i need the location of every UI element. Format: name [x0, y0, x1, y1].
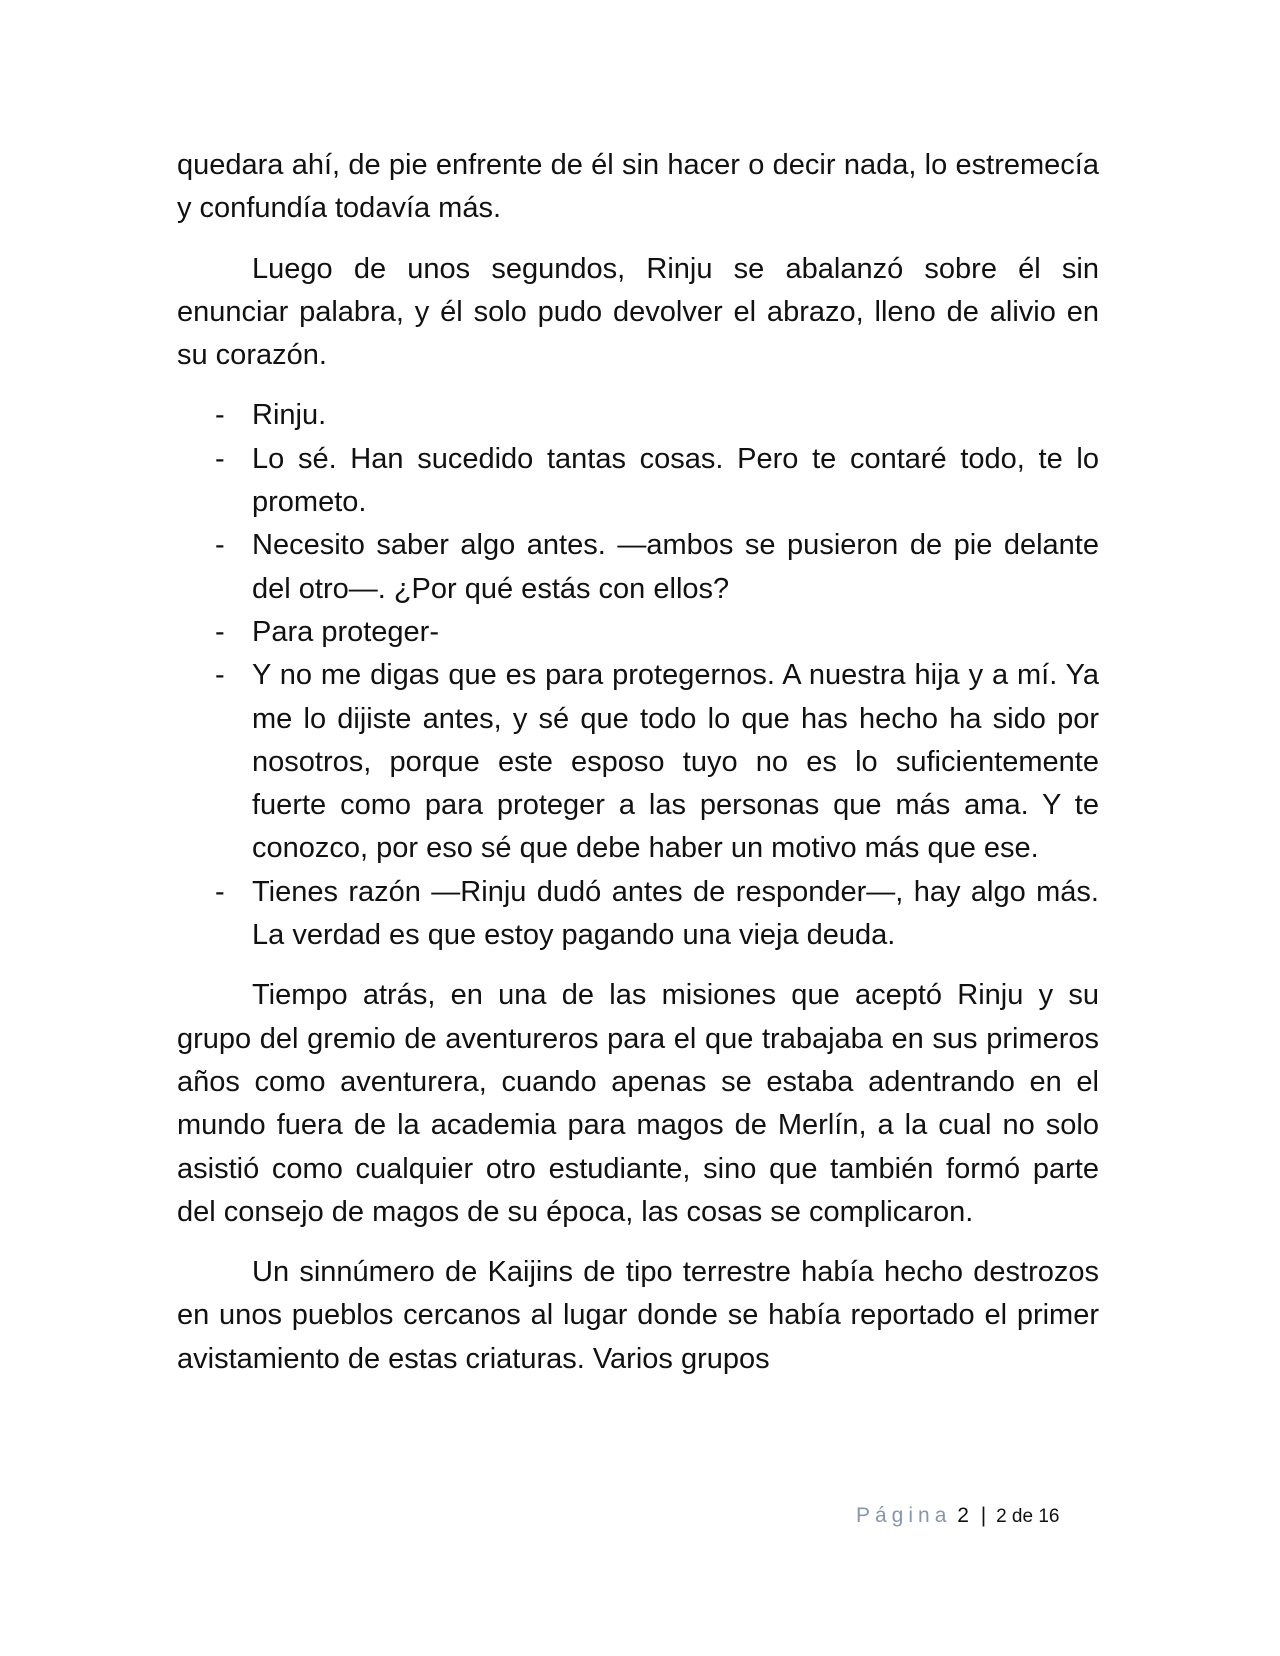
- dialogue-dash: -: [215, 659, 225, 692]
- dialogue-dash: -: [215, 529, 225, 562]
- paragraph: Luego de unos segundos, Rinju se abalanzó sobre él sin enunciar palabra, y él solo pudo devolver el abrazo, lleno de alivio en su corazón.: [177, 252, 1099, 372]
- dialogue-dash: -: [215, 399, 225, 432]
- dialogue-text: Lo sé. Han sucedido tantas cosas. Pero te contaré todo, te lo prometo.: [252, 442, 1099, 519]
- dialogue-line: [177, 394, 1099, 437]
- dialogue-list: [177, 394, 1099, 957]
- dialogue-text: Rinju.: [252, 399, 327, 432]
- dialogue-line: [177, 611, 1099, 654]
- page-body: [177, 144, 1099, 1381]
- dialogue-dash: -: [215, 442, 225, 475]
- footer-separator: |: [980, 1504, 987, 1527]
- paragraph-continuation: quedara ahí, de pie enfrente de él sin hacer o decir nada, lo estremecía y confundía todavía más.: [177, 149, 1099, 225]
- dialogue-text: Necesito saber algo antes. —ambos se pusieron de pie delante del otro—. ¿Por qué estás con ellos?: [252, 529, 1099, 605]
- dialogue-text: Tienes razón —Rinju dudó antes de responder—, hay algo más. La verdad es que estoy pagando una vieja deuda.: [252, 875, 1099, 952]
- dialogue-line: [177, 524, 1099, 611]
- page-footer: [856, 1502, 1059, 1531]
- dialogue-dash: -: [215, 615, 225, 648]
- dialogue-text: Para proteger-: [252, 615, 439, 648]
- paragraph: Un sinnúmero de Kaijins de tipo terrestre había hecho destrozos en unos pueblos cercanos al lugar donde se había reportado el primer avistamiento de estas criaturas. Varios grupos: [177, 1256, 1099, 1375]
- page-number: 2: [957, 1504, 969, 1527]
- page-of-total: 2 de 16: [996, 1506, 1060, 1527]
- dialogue-line: [177, 438, 1099, 525]
- page-label: Página: [856, 1504, 952, 1527]
- dialogue-dash: -: [215, 875, 225, 908]
- dialogue-text: Y no me digas que es para protegernos. A nuestra hija y a mí. Ya me lo dijiste antes, y sé que todo lo que has hecho ha sido por nosotros, porque este esposo tuyo no es lo suficientemente fuerte como para proteger a las personas que más ama. Y te conozco, por eso sé que debe haber un motivo más que ese.: [252, 659, 1099, 865]
- dialogue-line: [177, 654, 1099, 870]
- dialogue-line: [177, 871, 1099, 958]
- paragraph: Tiempo atrás, en una de las misiones que aceptó Rinju y su grupo del gremio de aventureros para el que trabajaba en sus primeros años como aventurera, cuando apenas se estaba adentrando en el mundo fuera de la academia para magos de Merlín, a la cual no solo asistió como cualquier otro estudiante, sino que también formó parte del consejo de magos de su época, las cosas se complicaron.: [177, 979, 1099, 1228]
